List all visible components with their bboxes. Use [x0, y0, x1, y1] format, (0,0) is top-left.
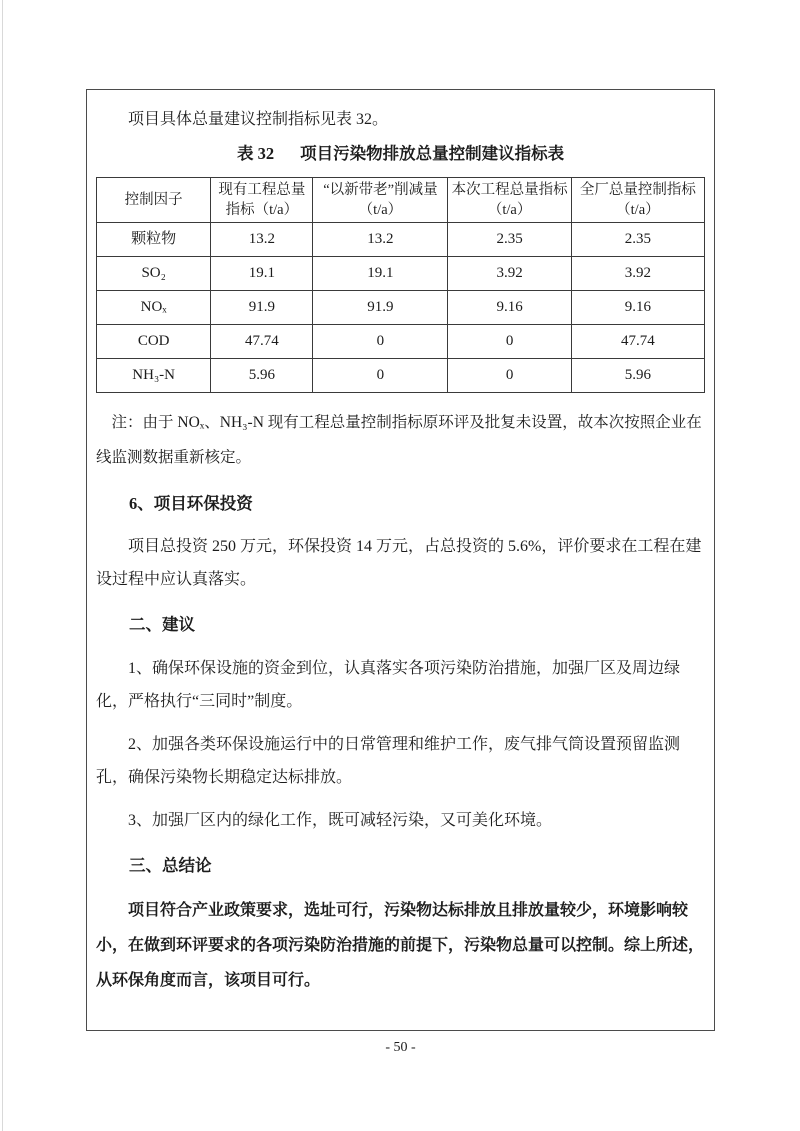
- section-6-paragraph: 项目总投资 250 万元，环保投资 14 万元，占总投资的 5.6%，评价要求在工程在建设过程中应认真落实。: [96, 538, 702, 588]
- totals-table-body: [97, 223, 705, 393]
- value-cell: 91.9: [313, 291, 448, 325]
- pollutant-name-cell: NOₓ: [97, 291, 211, 325]
- conclusion-paragraph: 项目符合产业政策要求，选址可行，污染物达标排放且排放量较少，环境影响较小，在做到环评要求的各项污染防治措施的前提下，污染物总量可以控制。综上所述，从环保角度而言，该项目可行。: [96, 902, 705, 989]
- table-row: [97, 359, 705, 393]
- heading-conclusion: 三、总结论: [129, 857, 212, 875]
- value-cell: 47.74: [571, 325, 704, 359]
- pollutant-totals-table: [96, 177, 705, 393]
- document-page-frame: [86, 89, 715, 1031]
- table-row: [97, 325, 705, 359]
- value-cell: 13.2: [211, 223, 313, 257]
- value-cell: 5.96: [211, 359, 313, 393]
- table-header-cell: 现有工程总量指标（t/a）: [211, 178, 313, 223]
- value-cell: 0: [448, 359, 571, 393]
- suggestion-item-2: 2、加强各类环保设施运行中的日常管理和维护工作，废气排气筒设置预留监测孔，确保污染物长期稳定达标排放。: [96, 736, 681, 786]
- pollutant-name-cell: NH₃-N: [97, 359, 211, 393]
- value-cell: 47.74: [211, 325, 313, 359]
- value-cell: 5.96: [571, 359, 704, 393]
- table-caption-label: 表 32: [236, 144, 275, 163]
- table-caption-title: 项目污染物排放总量控制建议指标表: [300, 144, 565, 163]
- table-note: 注：由于 NOₓ、NH₃-N 现有工程总量控制指标原环评及批复未设置，故本次按照企业在线监测数据重新核定。: [96, 414, 702, 466]
- value-cell: 0: [313, 359, 448, 393]
- pollutant-name-cell: COD: [97, 325, 211, 359]
- value-cell: 9.16: [571, 291, 704, 325]
- table-header-cell: 本次工程总量指标（t/a）: [448, 178, 571, 223]
- value-cell: 19.1: [313, 257, 448, 291]
- table-header-cell: 控制因子: [97, 178, 211, 223]
- table-row: [97, 291, 705, 325]
- table-header-cell: “以新带老”削减量（t/a）: [313, 178, 448, 223]
- value-cell: 19.1: [211, 257, 313, 291]
- heading-suggestions: 二、建议: [129, 616, 195, 634]
- intro-line: 项目具体总量建议控制指标见表 32。: [128, 111, 389, 128]
- suggestion-item-3: 3、加强厂区内的绿化工作，既可减轻污染，又可美化环境。: [128, 812, 553, 829]
- value-cell: 3.92: [571, 257, 704, 291]
- page-number: - 50 -: [385, 1040, 416, 1055]
- scan-edge-artifact: [2, 0, 3, 1131]
- heading-section-6: 6、项目环保投资: [129, 494, 253, 513]
- value-cell: 9.16: [448, 291, 571, 325]
- totals-table-head-row: [97, 178, 705, 223]
- value-cell: 0: [448, 325, 571, 359]
- pollutant-name-cell: SO₂: [97, 257, 211, 291]
- table-row: [97, 223, 705, 257]
- value-cell: 2.35: [448, 223, 571, 257]
- table-caption: [96, 139, 705, 169]
- table-header-cell: 全厂总量控制指标（t/a）: [571, 178, 704, 223]
- suggestion-item-1: 1、确保环保设施的资金到位，认真落实各项污染防治措施，加强厂区及周边绿化，严格执行“三同时”制度。: [96, 660, 681, 710]
- value-cell: 91.9: [211, 291, 313, 325]
- value-cell: 2.35: [571, 223, 704, 257]
- table-row: [97, 257, 705, 291]
- value-cell: 13.2: [313, 223, 448, 257]
- value-cell: 0: [313, 325, 448, 359]
- value-cell: 3.92: [448, 257, 571, 291]
- pollutant-name-cell: 颗粒物: [97, 223, 211, 257]
